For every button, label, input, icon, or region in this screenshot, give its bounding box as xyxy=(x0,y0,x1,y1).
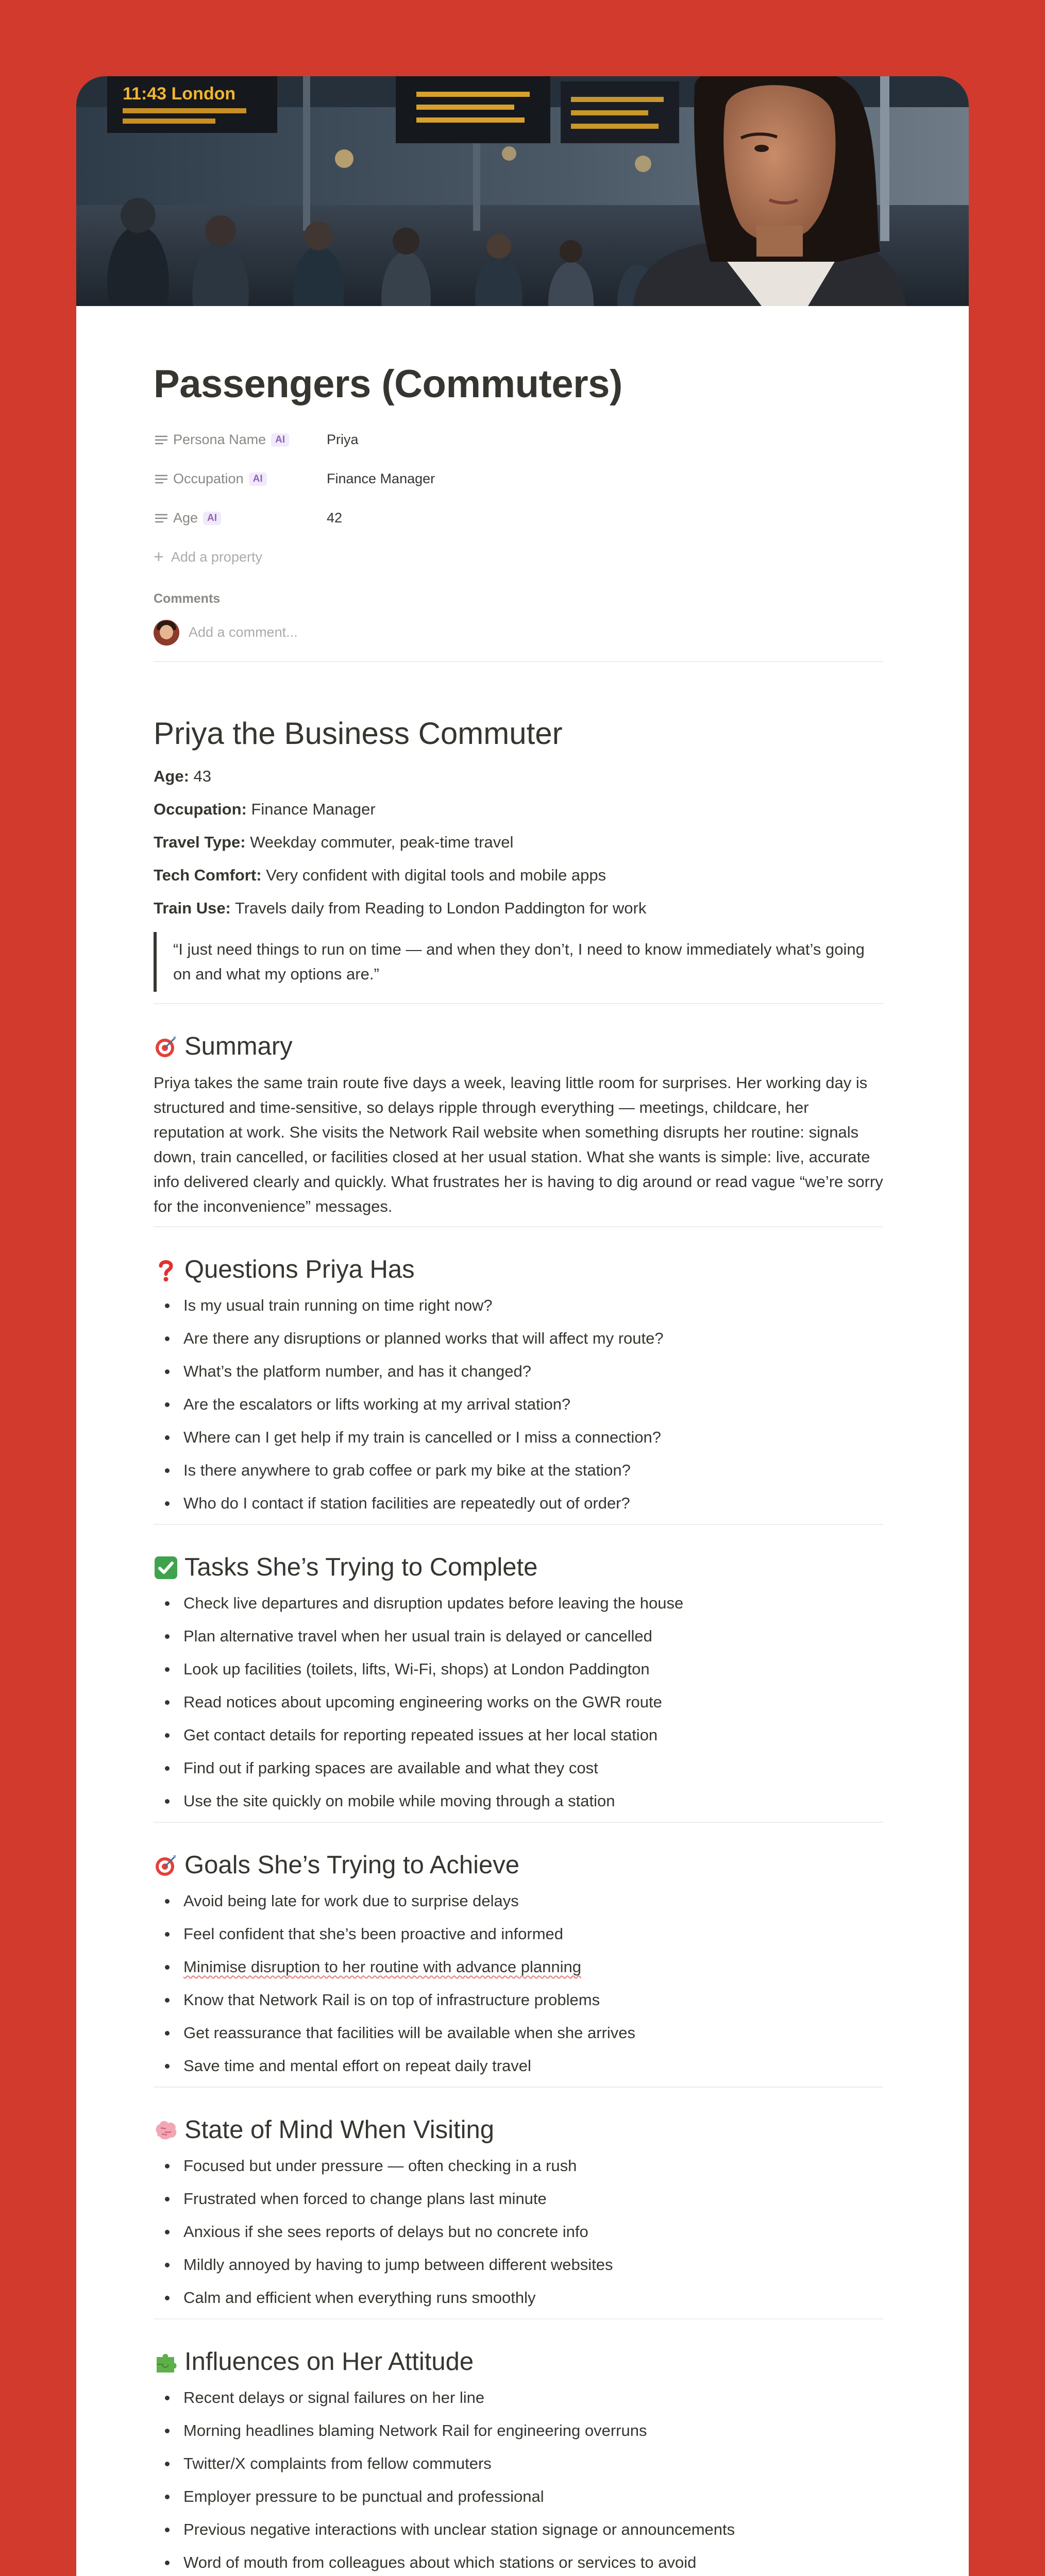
property-label: Age xyxy=(173,510,198,526)
property-persona-name[interactable] xyxy=(154,420,883,460)
list-item: Who do I contact if station facilities are repeatedly out of order? xyxy=(154,1491,883,1516)
summary-text: Priya takes the same train route five days a week, leaving little room for surprises. Her working day is structured and time-sensitive, so delays ripple through everything — meetings, childcare, her reputation at work. She visits the Network Rail website when something disrupts her routine: signals down, train cancelled, or facilities closed at her usual station. What she wants is simple: live, accurate info delivered clearly and quickly. What frustrates her is having to dig around or read vague “we’re sorry for the inconvenience” messages. xyxy=(154,1074,883,1216)
list-item: Mildly annoyed by having to jump between different websites xyxy=(154,2252,883,2277)
goals-heading: Goals She’s Trying to Achieve xyxy=(154,1852,883,1879)
list-item: Minimise disruption to her routine with advance planning xyxy=(154,1955,883,1979)
summary-heading: Summary xyxy=(154,1033,883,1061)
persona-quote: “I just need things to run on time — and when they don’t, I need to know immediately what’s going on and what my options are.” xyxy=(154,932,870,992)
ai-badge: AI xyxy=(271,433,289,447)
properties xyxy=(154,420,883,577)
list-item: Where can I get help if my train is cancelled or I miss a connection? xyxy=(154,1425,883,1450)
divider xyxy=(154,1524,883,1525)
field-tech-comfort: Tech Comfort: Very confident with digital tools and mobile apps xyxy=(154,866,606,884)
goals-list xyxy=(154,1889,883,2078)
list-item: Employer pressure to be punctual and professional xyxy=(154,2484,883,2509)
plus-icon: + xyxy=(154,547,164,567)
list-item: Calm and efficient when everything runs smoothly xyxy=(154,2285,883,2310)
list-item: Anxious if she sees reports of delays but no concrete info xyxy=(154,2219,883,2244)
property-occupation[interactable] xyxy=(154,460,883,499)
list-item: Word of mouth from colleagues about which stations or services to avoid xyxy=(154,2550,883,2575)
questions-heading: Questions Priya Has xyxy=(154,1256,883,1284)
influences-list xyxy=(154,2385,883,2575)
field-train-use: Train Use: Travels daily from Reading to London Paddington for work xyxy=(154,899,647,917)
add-property-label: Add a property xyxy=(171,549,262,565)
list-item: Focused but under pressure — often checking in a rush xyxy=(154,2154,883,2178)
comment-placeholder: Add a comment... xyxy=(189,624,298,640)
persona-fields xyxy=(154,760,883,925)
list-item: Previous negative interactions with unclear station signage or announcements xyxy=(154,2517,883,2542)
add-property-button[interactable] xyxy=(154,538,883,577)
field-travel-type: Travel Type: Weekday commuter, peak-time travel xyxy=(154,833,514,851)
dart-icon xyxy=(154,1853,178,1878)
list-item: Check live departures and disruption updates before leaving the house xyxy=(154,1591,883,1616)
list-item: Find out if parking spaces are available and what they cost xyxy=(154,1756,883,1781)
property-label: Persona Name xyxy=(173,432,266,448)
list-item: Plan alternative travel when her usual train is delayed or cancelled xyxy=(154,1624,883,1649)
tasks-list xyxy=(154,1591,883,1814)
list-item: Use the site quickly on mobile while moving through a station xyxy=(154,1789,883,1814)
list-item: Look up facilities (toilets, lifts, Wi-Fi, shops) at London Paddington xyxy=(154,1657,883,1682)
list-item: What’s the platform number, and has it changed? xyxy=(154,1359,883,1384)
text-lines-icon xyxy=(154,471,169,487)
list-item: Know that Network Rail is on top of infrastructure problems xyxy=(154,1988,883,2012)
list-item: Is there anywhere to grab coffee or park my bike at the station? xyxy=(154,1458,883,1483)
ai-badge: AI xyxy=(249,472,267,486)
avatar xyxy=(154,620,179,646)
text-lines-icon xyxy=(154,511,169,526)
comments-label: Comments xyxy=(154,591,221,606)
comment-input[interactable] xyxy=(154,620,883,646)
page-content xyxy=(154,306,883,2576)
page-card xyxy=(76,76,969,2576)
list-item: Twitter/X complaints from fellow commuters xyxy=(154,2451,883,2476)
ai-badge: AI xyxy=(203,512,221,525)
board-time: 11:43 London xyxy=(123,84,236,104)
list-item: Feel confident that she’s been proactive and informed xyxy=(154,1922,883,1946)
check-icon xyxy=(154,1555,178,1580)
dart-icon xyxy=(154,1035,178,1059)
property-label: Occupation xyxy=(173,471,244,487)
cover-image[interactable] xyxy=(76,76,969,306)
list-item: Are the escalators or lifts working at my arrival station? xyxy=(154,1392,883,1417)
divider xyxy=(154,661,883,662)
list-item: Are there any disruptions or planned works that will affect my route? xyxy=(154,1326,883,1351)
list-item: Morning headlines blaming Network Rail for engineering overruns xyxy=(154,2418,883,2443)
influences-heading: Influences on Her Attitude xyxy=(154,2348,883,2376)
page-title: Passengers (Commuters) xyxy=(154,362,622,406)
questions-list xyxy=(154,1293,883,1516)
divider xyxy=(154,1822,883,1823)
list-item: Recent delays or signal failures on her line xyxy=(154,2385,883,2410)
divider xyxy=(154,1226,883,1227)
list-item: Get reassurance that facilities will be available when she arrives xyxy=(154,2021,883,2045)
text-lines-icon xyxy=(154,432,169,448)
field-age: Age: 43 xyxy=(154,767,211,785)
field-occupation: Occupation: Finance Manager xyxy=(154,800,376,818)
question-icon xyxy=(154,1258,178,1282)
list-item: Is my usual train running on time right now? xyxy=(154,1293,883,1318)
divider xyxy=(154,1003,883,1004)
property-age[interactable] xyxy=(154,499,883,538)
state-list xyxy=(154,2154,883,2310)
persona-heading: Priya the Business Commuter xyxy=(154,716,563,751)
list-item: Avoid being late for work due to surprise delays xyxy=(154,1889,883,1913)
property-value[interactable]: Finance Manager xyxy=(327,471,435,487)
divider xyxy=(154,2318,883,2319)
state-heading: State of Mind When Visiting xyxy=(154,2116,883,2144)
brain-icon xyxy=(154,2118,178,2143)
property-value[interactable]: Priya xyxy=(327,432,359,448)
divider xyxy=(154,2087,883,2088)
puzzle-icon xyxy=(154,2350,178,2375)
list-item: Frustrated when forced to change plans last minute xyxy=(154,2187,883,2211)
list-item: Read notices about upcoming engineering works on the GWR route xyxy=(154,1690,883,1715)
list-item: Save time and mental effort on repeat daily travel xyxy=(154,2054,883,2078)
list-item: Get contact details for reporting repeated issues at her local station xyxy=(154,1723,883,1748)
property-value[interactable]: 42 xyxy=(327,510,343,526)
tasks-heading: Tasks She’s Trying to Complete xyxy=(154,1554,883,1582)
